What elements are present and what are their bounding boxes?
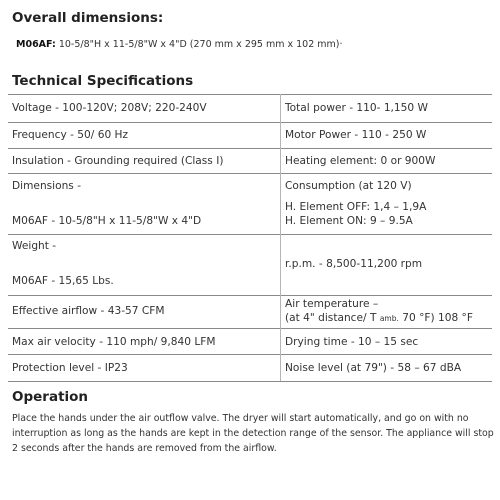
table-rule xyxy=(8,381,492,382)
spec-protection-level: Protection level - IP23 xyxy=(12,362,128,374)
spec-rpm: r.p.m. - 8,500-11,200 rpm xyxy=(285,258,423,270)
spec-drying-time: Drying time - 10 – 15 sec xyxy=(285,336,419,348)
table-rule xyxy=(8,328,492,329)
spec-insulation: Insulation - Grounding required (Class I) xyxy=(12,155,224,167)
technical-specifications-heading: Technical Specifications xyxy=(12,73,194,89)
table-rule xyxy=(8,94,492,95)
spec-frequency: Frequency - 50/ 60 Hz xyxy=(12,129,129,141)
spec-air-temperature-label: Air temperature – xyxy=(285,298,379,310)
column-divider xyxy=(280,94,281,381)
table-rule xyxy=(8,234,492,235)
spec-consumption: Consumption (at 120 V) xyxy=(285,180,412,192)
spec-voltage: Voltage - 100-120V; 208V; 220-240V xyxy=(12,102,207,114)
spec-dimensions-label: Dimensions - xyxy=(12,180,82,192)
model-name: M06AF: xyxy=(16,39,56,50)
operation-heading: Operation xyxy=(12,389,89,405)
spec-heating-element: Heating element: 0 or 900W xyxy=(285,155,436,167)
spec-dimensions-value: M06AF - 10-5/8"H x 11-5/8"W x 4"D xyxy=(12,215,202,227)
table-rule xyxy=(8,148,492,149)
table-rule xyxy=(8,295,492,296)
spec-weight-label: Weight - xyxy=(12,240,57,252)
spec-max-air-velocity: Max air velocity - 110 mph/ 9,840 LFM xyxy=(12,336,216,348)
operation-description: Place the hands under the air outflow valve. The dryer will start automatically, and go on with no interruption as long as the hands are kept in the detection range of the sensor. The appliance will stop 2 seconds after the hands are removed from the airflow. xyxy=(12,413,494,454)
spec-motor-power: Motor Power - 110 - 250 W xyxy=(285,129,427,141)
table-rule xyxy=(8,122,492,123)
table-rule xyxy=(8,173,492,174)
overall-dimensions-line xyxy=(16,39,343,50)
table-rule xyxy=(8,354,492,355)
spec-element-on: H. Element ON: 9 – 9.5A xyxy=(285,215,413,227)
spec-weight-value: M06AF - 15,65 Lbs. xyxy=(12,275,114,287)
spec-air-temperature-value: (at 4" distance/ T amb. 70 °F) 108 °F xyxy=(285,312,473,324)
spec-element-off: H. Element OFF: 1,4 – 1,9A xyxy=(285,201,427,213)
spec-effective-airflow: Effective airflow - 43-57 CFM xyxy=(12,305,165,317)
overall-dimensions-value: 10-5/8"H x 11-5/8"W x 4"D (270 mm x 295 mm x 102 mm)· xyxy=(58,39,343,50)
overall-dimensions-heading: Overall dimensions: xyxy=(12,10,164,26)
spec-noise-level: Noise level (at 79") - 58 – 67 dBA xyxy=(285,362,462,374)
spec-total-power: Total power - 110- 1,150 W xyxy=(285,102,428,114)
